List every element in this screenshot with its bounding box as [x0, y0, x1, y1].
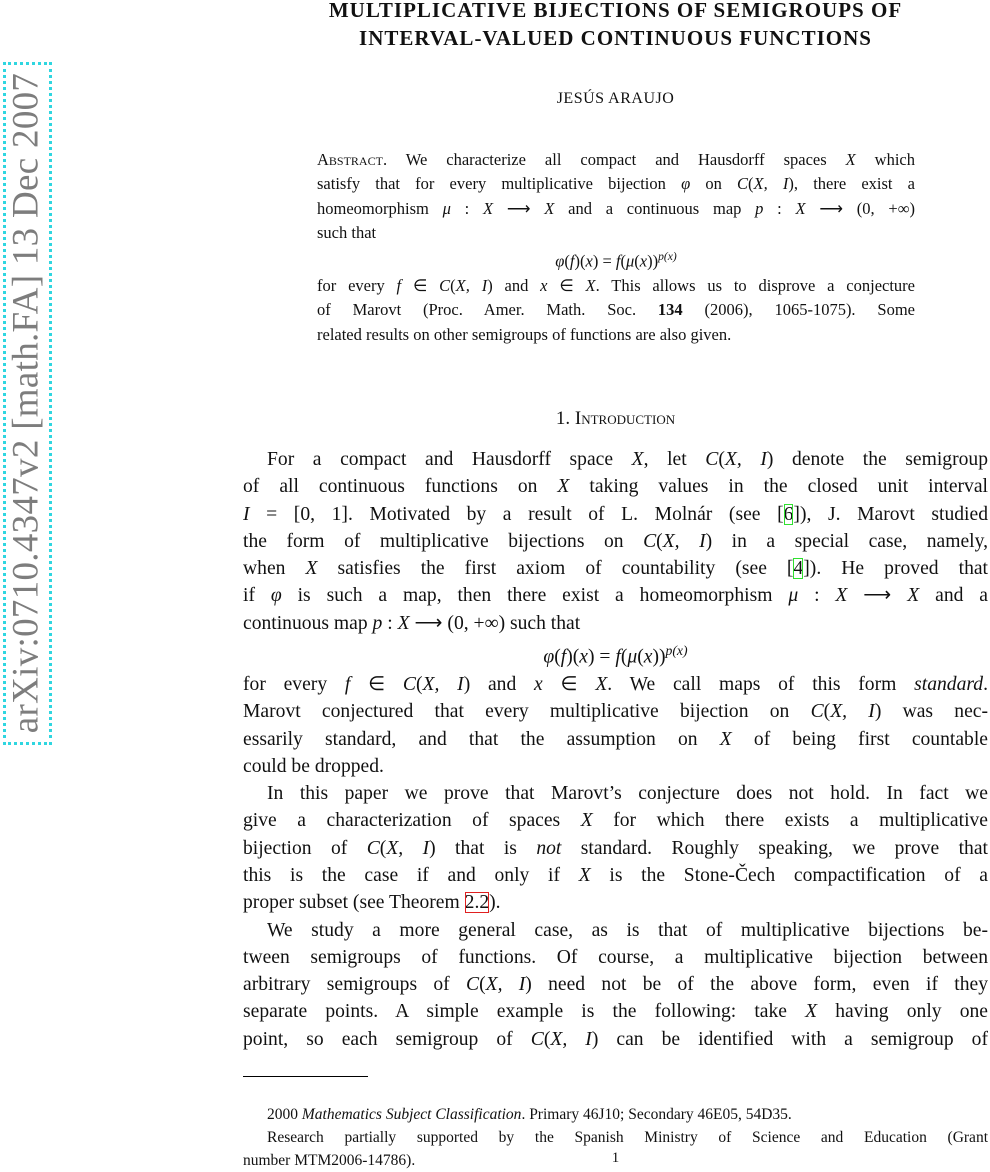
text-segment: X: [719, 728, 732, 750]
text-segment: ⟶: [847, 585, 908, 607]
text-segment: separate points. A simple example is the following: take: [243, 1001, 806, 1023]
text-segment: standard: [914, 673, 984, 695]
text-segment: is the Stone-Čech compactification of a: [590, 864, 988, 886]
body-text: [243, 446, 988, 1053]
text-segment: X: [397, 612, 410, 634]
text-segment: is such a map, then there exist a homeomorphism: [281, 585, 789, 607]
citation-link[interactable]: 6: [783, 503, 794, 525]
text-segment: ⟶ (0, +∞) such that: [409, 612, 581, 634]
text-segment: related results on other semigroups of functions are also given.: [317, 324, 732, 344]
text-segment: could be dropped.: [243, 755, 384, 777]
text-segment: f: [569, 251, 575, 271]
text-segment: and a: [919, 585, 988, 607]
text-segment: X: [578, 864, 591, 886]
text-segment: satisfy that for every multiplicative bijection: [317, 174, 682, 194]
text-segment: x: [639, 251, 648, 271]
citation-link[interactable]: 4: [793, 558, 804, 580]
text-segment: ∈: [542, 673, 596, 695]
text-segment: p: [372, 612, 383, 634]
text-segment: ) denote the semigroup: [766, 449, 988, 470]
text-segment: and a continuous map: [554, 198, 756, 218]
text-segment: if: [243, 585, 271, 607]
page-number: 1: [611, 1150, 620, 1166]
text-segment: for which there exists a multiplicative: [592, 810, 988, 832]
text-segment: , let: [643, 449, 706, 470]
text-segment: X, I: [830, 701, 875, 723]
text-segment: C: [643, 530, 657, 552]
text-segment: taking values in the closed unit interval: [569, 476, 988, 498]
text-segment: 134: [657, 300, 683, 320]
text-segment: X, I: [724, 449, 767, 470]
text-segment: ) and: [487, 275, 541, 295]
text-segment: when: [243, 558, 306, 580]
text-segment: ) =: [588, 646, 616, 668]
text-segment: (: [823, 701, 831, 723]
text-segment: x: [585, 251, 593, 271]
text-segment: ).: [489, 892, 501, 914]
text-line: [243, 835, 988, 862]
text-line: [243, 698, 988, 725]
text-segment: C: [705, 449, 719, 470]
text-segment: continuous map: [243, 612, 373, 634]
text-segment: )): [647, 251, 659, 271]
text-segment: f: [615, 646, 621, 668]
text-segment: X, I: [485, 974, 526, 996]
text-segment: ) and: [463, 673, 535, 695]
text-segment: . We call maps of this form: [607, 673, 915, 695]
text-segment: X: [305, 558, 318, 580]
text-line: [317, 172, 915, 196]
text-segment: number MTM2006-14786).: [243, 1152, 416, 1169]
text-segment: essarily standard, and that the assumption on: [243, 728, 720, 750]
text-segment: . Primary 46J10; Secondary 46E05, 54D35.: [521, 1106, 792, 1123]
text-segment: X, I: [550, 1028, 592, 1050]
text-line: [243, 528, 988, 555]
text-line: [243, 944, 988, 971]
text-segment: C: [737, 174, 749, 194]
theorem-link[interactable]: 2.2: [464, 892, 490, 914]
text-segment: μ: [627, 646, 638, 668]
text-segment: ) need not be of the above form, even if they: [525, 974, 988, 996]
text-line: [243, 726, 988, 753]
text-line: [243, 971, 988, 998]
text-line: [243, 807, 988, 834]
text-segment: ∈: [350, 673, 403, 695]
text-segment: )): [652, 646, 666, 668]
text-segment: f: [396, 275, 402, 295]
text-segment: proper subset (see Theorem: [243, 892, 465, 914]
abstract: [317, 148, 915, 347]
text-segment: of all continuous functions on: [243, 476, 558, 498]
text-segment: :: [382, 612, 398, 634]
text-segment: (: [637, 646, 644, 668]
text-line: [243, 998, 988, 1025]
text-segment: (: [748, 174, 754, 194]
text-segment: X, I: [386, 837, 430, 859]
text-segment: (: [718, 449, 725, 470]
text-segment: X: [585, 275, 596, 295]
text-line: [243, 862, 988, 889]
text-segment: X: [631, 449, 644, 470]
text-segment: X: [835, 585, 848, 607]
text-line: [317, 221, 915, 245]
equation: [243, 637, 988, 671]
text-segment: X: [805, 1001, 818, 1023]
text-segment: 2000: [267, 1106, 302, 1123]
text-segment: ∈: [401, 275, 440, 295]
text-segment: (: [379, 837, 387, 859]
text-segment: the form of multiplicative bijections on: [243, 530, 644, 552]
text-segment: tween semigroups of functions. Of course, a multiplicative bijection between: [243, 946, 988, 968]
text-segment: of being first countable: [731, 728, 988, 750]
text-segment: . This allows us to disprove a conjecture: [595, 275, 915, 295]
text-segment: satisfies the first axiom of countability (see [: [317, 558, 794, 580]
text-segment: X: [907, 585, 920, 607]
text-segment: ) that is: [429, 837, 537, 859]
text-line: [243, 473, 988, 500]
text-segment: Marovt conjectured that every multiplicative bijection on: [243, 701, 811, 723]
text-segment: φ: [555, 251, 565, 271]
text-segment: bijection of: [243, 837, 367, 859]
text-segment: X, I: [662, 530, 706, 552]
text-line: [243, 501, 988, 528]
text-segment: ⟶ (0, +∞): [805, 198, 915, 218]
text-line: [243, 917, 988, 944]
text-segment: ), there exist a: [788, 174, 915, 194]
paper-title: [243, 0, 988, 52]
text-segment: for every: [243, 673, 345, 695]
text-segment: . We characterize all compact and Hausdorff spaces: [382, 150, 846, 169]
text-segment: C: [810, 701, 824, 723]
text-segment: :: [763, 198, 796, 218]
text-segment: x: [579, 646, 588, 668]
text-segment: X: [483, 198, 494, 218]
text-segment: Abstract: [317, 150, 383, 169]
text-segment: X: [580, 810, 593, 832]
text-segment: Research partially supported by the Spanish Ministry of Science and Education (Grant: [267, 1129, 988, 1146]
text-segment: standard. Roughly speaking, we prove that: [561, 837, 988, 859]
text-segment: C: [366, 837, 380, 859]
section-heading: [243, 408, 988, 430]
text-segment: = [0, 1]. Motivated by a result of L. Molnár (see [: [249, 503, 784, 525]
text-segment: such that: [317, 222, 377, 242]
text-segment: I: [243, 503, 250, 525]
text-line: [243, 671, 988, 698]
text-segment: (: [479, 974, 486, 996]
text-line: [243, 1126, 988, 1149]
text-segment: (: [554, 646, 561, 668]
text-line: [317, 148, 915, 172]
text-segment: )(: [566, 646, 580, 668]
text-segment: p: [755, 198, 764, 218]
text-segment: X: [557, 476, 570, 498]
text-segment: μ: [788, 585, 799, 607]
text-segment: of Marovt (Proc. Amer. Math. Soc.: [317, 300, 658, 320]
text-segment: ∈: [547, 275, 586, 295]
text-segment: X: [595, 673, 608, 695]
text-line: [317, 197, 915, 221]
text-segment: μ: [626, 251, 635, 271]
text-segment: ) =: [592, 251, 616, 271]
text-segment: (: [656, 530, 663, 552]
text-segment: point, so each semigroup of: [243, 1028, 531, 1050]
text-segment: X, I: [422, 673, 464, 695]
text-segment: on: [690, 174, 738, 194]
text-segment: which: [855, 150, 915, 169]
author: JESÚS ARAUJO: [556, 90, 675, 107]
text-segment: x: [534, 673, 543, 695]
text-line: [317, 298, 915, 322]
text-segment: x: [643, 646, 653, 668]
text-line: [317, 323, 915, 347]
text-line: [243, 780, 988, 807]
text-line: [243, 753, 988, 780]
text-line: [243, 555, 988, 582]
text-segment: :: [450, 198, 483, 218]
text-segment: (: [416, 673, 423, 695]
text-segment: C: [439, 275, 451, 295]
text-segment: (: [564, 251, 570, 271]
text-segment: μ: [442, 198, 451, 218]
text-segment: (: [620, 251, 626, 271]
section-number: 1.: [555, 408, 575, 429]
text-segment: (: [620, 646, 628, 668]
text-segment: In this paper we prove that Marovt’s conjecture does not hold. In fact we: [267, 783, 988, 805]
text-segment: φ: [681, 174, 691, 194]
text-segment: ) in a special case, namely,: [705, 530, 988, 552]
text-segment: f: [344, 673, 351, 695]
text-line: [243, 610, 988, 637]
text-segment: X: [544, 198, 555, 218]
text-segment: We study a more general case, as is that of multiplicative bijections be-: [267, 919, 988, 941]
text-segment: ) can be identified with a semigroup of: [591, 1028, 988, 1050]
text-segment: f: [615, 251, 621, 271]
text-line: [317, 274, 915, 298]
title-line: MULTIPLICATIVE BIJECTIONS OF SEMIGROUPS OF: [328, 0, 903, 22]
text-segment: X: [795, 198, 806, 218]
text-segment: X, I: [753, 174, 789, 194]
text-segment: this is the case if and only if: [243, 864, 579, 886]
text-line: [243, 582, 988, 609]
section-title: Introduction: [574, 408, 676, 429]
text-segment: ]), J. Marovt studied: [793, 503, 988, 525]
text-segment: φ: [270, 585, 282, 607]
text-segment: not: [536, 837, 562, 859]
text-segment: C: [530, 1028, 544, 1050]
text-segment: ⟶: [493, 198, 545, 218]
text-segment: (2006), 1065-1075). Some: [682, 300, 915, 320]
text-segment: (: [543, 1028, 551, 1050]
text-segment: having only one: [817, 1001, 988, 1023]
text-segment: p(x): [665, 643, 688, 659]
text-segment: arbitrary semigroups of: [243, 974, 466, 996]
text-segment: (: [634, 251, 640, 271]
text-segment: For a compact and Hausdorff space: [267, 449, 632, 470]
text-segment: give a characterization of spaces: [243, 810, 581, 832]
footnote-rule: [243, 1076, 368, 1077]
text-line: [243, 446, 988, 473]
text-segment: φ: [543, 646, 555, 668]
text-line: [243, 1026, 988, 1053]
text-segment: :: [798, 585, 836, 607]
text-segment: ) was nec-: [874, 701, 988, 723]
text-line: [243, 889, 988, 916]
text-segment: .: [983, 673, 988, 695]
text-segment: (: [450, 275, 456, 295]
equation: [317, 245, 915, 274]
text-segment: f: [560, 646, 567, 668]
text-segment: C: [402, 673, 416, 695]
text-segment: homeomorphism: [317, 198, 443, 218]
text-segment: x: [540, 275, 548, 295]
text-segment: C: [466, 974, 480, 996]
text-segment: )(: [574, 251, 586, 271]
text-segment: X, I: [455, 275, 488, 295]
title-line: INTERVAL-VALUED CONTINUOUS FUNCTIONS: [359, 26, 872, 50]
text-segment: ]). He proved that: [803, 558, 988, 580]
text-segment: Mathematics Subject Classification: [301, 1106, 522, 1123]
arxiv-stamp: arXiv:0710.4347v2 [math.FA] 13 Dec 2007: [5, 72, 47, 734]
text-segment: p(x): [658, 251, 677, 264]
text-segment: X: [845, 150, 856, 169]
text-line: [243, 1103, 988, 1126]
text-segment: for every: [317, 275, 397, 295]
